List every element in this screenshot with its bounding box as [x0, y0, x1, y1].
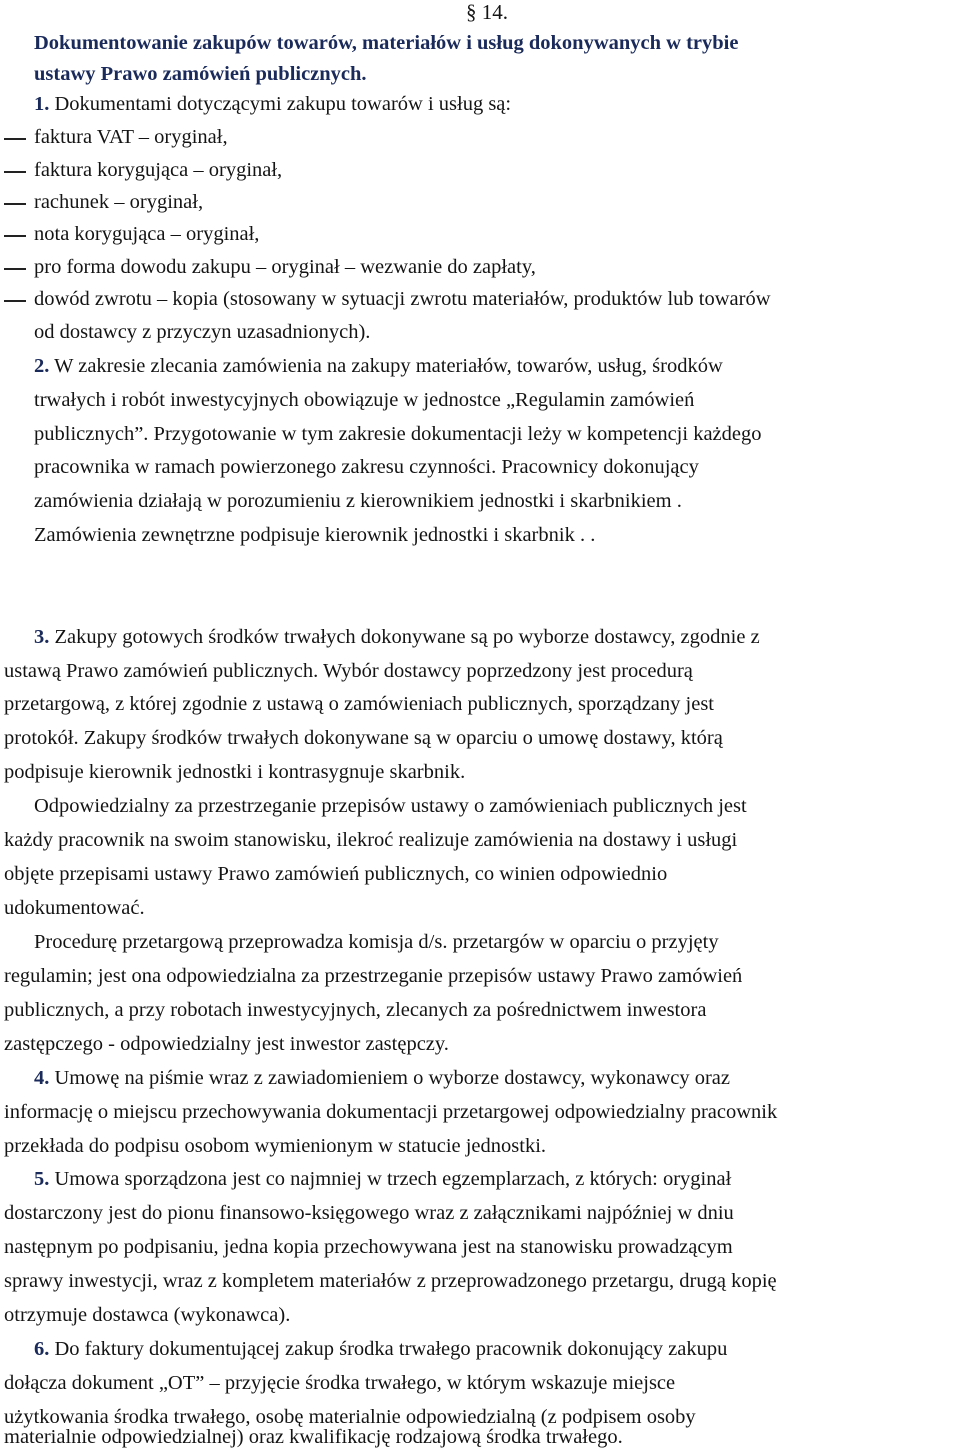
- paragraph-3c-line: zastępczego - odpowiedzialny jest inwestor zastępczy.: [4, 1033, 449, 1055]
- paragraph-6-line: użytkowania środka trwałego, osobę materialnie odpowiedzialną (z podpisem osoby: [4, 1406, 696, 1428]
- paragraph-5-line: sprawy inwestycji, wraz z kompletem materiałów z przeprowadzonego przetargu, drugą kopię: [4, 1270, 777, 1292]
- paragraph-5-number: 5.: [34, 1168, 50, 1190]
- list-item: pro forma dowodu zakupu – oryginał – wezwanie do zapłaty,: [34, 256, 536, 278]
- paragraph-1-intro: [34, 89, 511, 119]
- list-item: faktura VAT – oryginał,: [34, 126, 228, 148]
- paragraph-4-line: [34, 1063, 730, 1093]
- paragraph-1-number: 1.: [34, 93, 50, 115]
- paragraph-3c-line: publicznych, a przy robotach inwestycyjnych, zlecanych za pośrednictwem inwestora: [4, 999, 707, 1021]
- section-title-line-1: Dokumentowanie zakupów towarów, materiałów i usług dokonywanych w trybie: [34, 32, 739, 54]
- list-dash-icon: [4, 235, 26, 237]
- paragraph-5-text: Umowa sporządzona jest co najmniej w trzech egzemplarzach, z których: oryginał: [49, 1168, 732, 1190]
- paragraph-4-number: 4.: [34, 1067, 50, 1089]
- paragraph-2-line: publicznych”. Przygotowanie w tym zakresie dokumentacji leży w kompetencji każdego: [34, 423, 762, 445]
- paragraph-2-text: W zakresie zlecania zamówienia na zakupy materiałów, towarów, usług, środków: [49, 355, 723, 377]
- paragraph-4-line: informację o miejscu przechowywania dokumentacji przetargowej odpowiedzialny pracownik: [4, 1101, 778, 1123]
- paragraph-6-number: 6.: [34, 1338, 50, 1360]
- section-title-line-2: ustawy Prawo zamówień publicznych.: [34, 63, 367, 85]
- paragraph-5-line: następnym po podpisaniu, jedna kopia przechowywana jest na stanowisku prowadzącym: [4, 1236, 733, 1258]
- paragraph-2-number: 2.: [34, 355, 50, 377]
- list-dash-icon: [4, 171, 26, 173]
- paragraph-4-line: przekłada do podpisu osobom wymienionym w statucie jednostki.: [4, 1135, 547, 1157]
- paragraph-3-line: protokół. Zakupy środków trwałych dokonywane są w oparciu o umowę dostawy, którą: [4, 727, 723, 749]
- list-dash-icon: [4, 138, 26, 140]
- list-item: dowód zwrotu – kopia (stosowany w sytuacji zwrotu materiałów, produktów lub towarów: [34, 288, 771, 310]
- paragraph-5-line: [34, 1164, 731, 1194]
- list-item: nota korygująca – oryginał,: [34, 223, 260, 245]
- paragraph-6-line: [34, 1334, 727, 1364]
- paragraph-4-text: Umowę na piśmie wraz z zawiadomieniem o wyborze dostawcy, wykonawcy oraz: [49, 1067, 730, 1089]
- paragraph-5-line: dostarczony jest do pionu finansowo-księgowego wraz z załącznikami najpóźniej w dniu: [4, 1202, 734, 1224]
- paragraph-5-line: otrzymuje dostawca (wykonawca).: [4, 1304, 291, 1326]
- paragraph-3-line: podpisuje kierownik jednostki i kontrasygnuje skarbnik.: [4, 761, 466, 783]
- list-dash-icon: [4, 268, 26, 270]
- paragraph-2-line: trwałych i robót inwestycyjnych obowiązuje w jednostce „Regulamin zamówień: [34, 389, 695, 411]
- list-dash-icon: [4, 300, 26, 302]
- list-item: rachunek – oryginał,: [34, 191, 204, 213]
- list-dash-icon: [4, 203, 26, 205]
- paragraph-3c-line: regulamin; jest ona odpowiedzialna za przestrzeganie przepisów ustawy Prawo zamówień: [4, 965, 743, 987]
- paragraph-6-line: dołącza dokument „OT” – przyjęcie środka trwałego, w którym wskazuje miejsce: [4, 1372, 676, 1394]
- paragraph-2-line: [34, 351, 723, 381]
- paragraph-3b-line: Odpowiedzialny za przestrzeganie przepisów ustawy o zamówieniach publicznych jest: [34, 795, 747, 817]
- list-item-continuation: od dostawcy z przyczyn uzasadnionych).: [34, 321, 371, 343]
- paragraph-2-line: Zamówienia zewnętrzne podpisuje kierownik jednostki i skarbnik . .: [34, 524, 596, 546]
- paragraph-3-line: ustawą Prawo zamówień publicznych. Wybór dostawcy poprzedzony jest procedurą: [4, 660, 693, 682]
- paragraph-3b-line: objęte przepisami ustawy Prawo zamówień publicznych, co winien odpowiednio: [4, 863, 668, 885]
- paragraph-2-line: pracownika w ramach powierzonego zakresu czynności. Pracownicy dokonujący: [34, 456, 699, 478]
- paragraph-3-text: Zakupy gotowych środków trwałych dokonywane są po wyborze dostawcy, zgodnie z: [49, 626, 760, 648]
- paragraph-3b-line: każdy pracownik na swoim stanowisku, ilekroć realizuje zamówienia na dostawy i usługi: [4, 829, 738, 851]
- paragraph-6-line: materialnie odpowiedzialnej) oraz kwalifikację rodzajową środka trwałego.: [4, 1426, 623, 1448]
- paragraph-3b-line: udokumentować.: [4, 897, 145, 919]
- paragraph-2-line: zamówienia działają w porozumieniu z kierownikiem jednostki i skarbnikiem .: [34, 490, 682, 512]
- paragraph-1-intro-text: Dokumentami dotyczącymi zakupu towarów i usług są:: [49, 93, 512, 115]
- paragraph-3-line: [34, 622, 760, 652]
- list-item: faktura korygująca – oryginał,: [34, 159, 283, 181]
- section-number: § 14.: [466, 0, 508, 24]
- paragraph-3-line: przetargową, z której zgodnie z ustawą o zamówieniach publicznych, sporządzany jest: [4, 693, 715, 715]
- paragraph-3c-line: Procedurę przetargową przeprowadza komisja d/s. przetargów w oparciu o przyjęty: [34, 931, 719, 953]
- paragraph-6-text: Do faktury dokumentującej zakup środka trwałego pracownik dokonujący zakupu: [49, 1338, 728, 1360]
- paragraph-3-number: 3.: [34, 626, 50, 648]
